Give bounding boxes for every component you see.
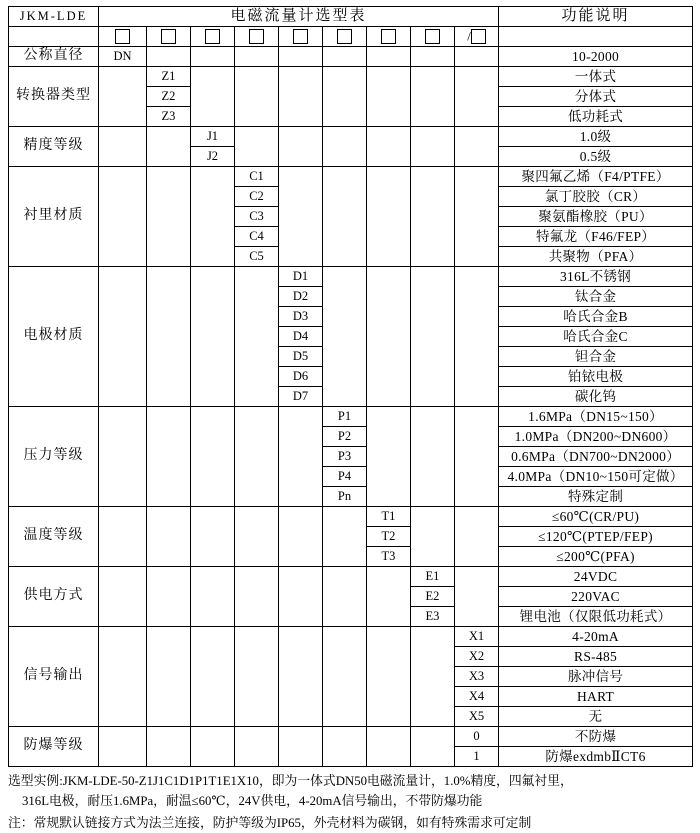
spacer-cell (235, 267, 279, 407)
code-cell-4-3[interactable]: D4 (279, 327, 323, 347)
desc-cell-4-0: 316L不锈钢 (499, 267, 693, 287)
code-box-6[interactable] (323, 27, 367, 47)
code-cell-4-2[interactable]: D3 (279, 307, 323, 327)
spacer-cell (323, 127, 367, 167)
desc-cell-8-3: HART (499, 687, 693, 707)
spacer-cell (147, 127, 191, 167)
code-cell-9-0[interactable]: 0 (455, 727, 499, 747)
table-header-row (9, 7, 693, 27)
row-label-7: 供电方式 (9, 567, 99, 627)
spacer-cell (323, 627, 367, 727)
table-row (9, 567, 693, 587)
spacer-cell (411, 67, 455, 127)
code-cell-5-0[interactable]: P1 (323, 407, 367, 427)
desc-cell-8-1: RS-485 (499, 647, 693, 667)
desc-cell-5-3: 4.0MPa（DN10~150可定做） (499, 467, 693, 487)
desc-cell-3-3: 特氟龙（F46/FEP） (499, 227, 693, 247)
desc-cell-4-4: 钽合金 (499, 347, 693, 367)
table-row (9, 407, 693, 427)
spacer-cell (235, 507, 279, 567)
example-line-2: 316L电极，耐压1.6MPa，耐温≤60℃，24V供电，4-20mA信号输出，不带防爆功能 (22, 793, 483, 808)
desc-cell-1-0: 一体式 (499, 67, 693, 87)
spacer-cell (279, 67, 323, 127)
spacer-cell (191, 507, 235, 567)
spacer-cell (455, 507, 499, 567)
code-cell-8-0[interactable]: X1 (455, 627, 499, 647)
desc-cell-5-4: 特殊定制 (499, 487, 693, 507)
spacer-cell (99, 267, 147, 407)
note-line: 注：常规默认链接方式为法兰连接，防护等级为IP65，外壳材料为碳钢，如有特殊需求可定制 (8, 815, 532, 830)
spacer-cell (323, 167, 367, 267)
row-label-9: 防爆等级 (9, 727, 99, 767)
code-cell-6-2[interactable]: T3 (367, 547, 411, 567)
row-label-1: 转换器类型 (9, 67, 99, 127)
spacer-cell (235, 127, 279, 167)
desc-cell-3-4: 共聚物（PFA） (499, 247, 693, 267)
code-cell-8-1[interactable]: X2 (455, 647, 499, 667)
code-cell-3-0[interactable]: C1 (235, 167, 279, 187)
spacer-cell (455, 67, 499, 127)
spacer-cell (235, 407, 279, 507)
code-box-2[interactable] (147, 27, 191, 47)
table-row (9, 167, 693, 187)
spacer-cell (411, 167, 455, 267)
code-cell-1-2[interactable]: Z3 (147, 107, 191, 127)
row-label-5: 压力等级 (9, 407, 99, 507)
desc-cell-7-1: 220VAC (499, 587, 693, 607)
spacer-cell (191, 627, 235, 727)
desc-cell-1-1: 分体式 (499, 87, 693, 107)
spacer-cell (99, 127, 147, 167)
desc-cell-2-1: 0.5级 (499, 147, 693, 167)
spacer-cell (147, 627, 191, 727)
spacer-cell (411, 47, 455, 67)
spacer-cell (411, 407, 455, 507)
code-cell-4-1[interactable]: D2 (279, 287, 323, 307)
spacer-cell (367, 727, 411, 767)
desc-cell-7-2: 锂电池（仅限低功耗式） (499, 607, 693, 627)
spacer-cell (99, 627, 147, 727)
spacer-cell (367, 267, 411, 407)
spacer-cell (191, 67, 235, 127)
table-row (9, 507, 693, 527)
code-cell-4-5[interactable]: D6 (279, 367, 323, 387)
table-row (9, 67, 693, 87)
spacer-cell (99, 67, 147, 127)
table-row (9, 267, 693, 287)
model-selection-table (8, 6, 693, 767)
spacer-cell (191, 727, 235, 767)
spacer-cell (99, 167, 147, 267)
spacer-cell (99, 507, 147, 567)
spacer-cell (99, 727, 147, 767)
spacer-cell (99, 567, 147, 627)
code-cell-5-4[interactable]: Pn (323, 487, 367, 507)
code-box-desc-cell (499, 27, 693, 47)
spacer-cell (191, 47, 235, 67)
desc-cell-5-0: 1.6MPa（DN15~150） (499, 407, 693, 427)
code-cell-7-0[interactable]: E1 (411, 567, 455, 587)
code-cell-8-3[interactable]: X4 (455, 687, 499, 707)
spacer-cell (367, 47, 411, 67)
desc-cell-0-0: 10-2000 (499, 47, 693, 67)
code-box-8[interactable] (411, 27, 455, 47)
desc-cell-9-1: 防爆exdmbⅡCT6 (499, 747, 693, 767)
code-cell-2-0[interactable]: J1 (191, 127, 235, 147)
spacer-cell (411, 127, 455, 167)
code-cell-3-1[interactable]: C2 (235, 187, 279, 207)
row-label-8: 信号输出 (9, 627, 99, 727)
code-box-4[interactable] (235, 27, 279, 47)
spacer-cell (147, 567, 191, 627)
code-cell-4-6[interactable]: D7 (279, 387, 323, 407)
spacer-cell (191, 267, 235, 407)
spacer-cell (455, 267, 499, 407)
desc-cell-3-1: 氯丁胶胶（CR） (499, 187, 693, 207)
spacer-cell (147, 507, 191, 567)
desc-cell-4-1: 钛合金 (499, 287, 693, 307)
code-box-3[interactable] (191, 27, 235, 47)
spacer-cell (279, 627, 323, 727)
desc-cell-6-1: ≤120℃(PTEP/FEP) (499, 527, 693, 547)
code-cell-1-1[interactable]: Z2 (147, 87, 191, 107)
row-label-0: 公称直径 (9, 47, 99, 67)
spacer-cell (455, 407, 499, 507)
desc-cell-7-0: 24VDC (499, 567, 693, 587)
spacer-cell (367, 567, 411, 627)
spacer-cell (235, 567, 279, 627)
spacer-cell (279, 47, 323, 67)
table-row (9, 127, 693, 147)
code-box-row (9, 27, 693, 47)
spacer-cell (323, 567, 367, 627)
code-cell-5-2[interactable]: P3 (323, 447, 367, 467)
code-cell-7-2[interactable]: E3 (411, 607, 455, 627)
code-cell-6-0[interactable]: T1 (367, 507, 411, 527)
code-cell-3-3[interactable]: C4 (235, 227, 279, 247)
code-cell-dn: DN (99, 47, 147, 67)
spacer-cell (191, 167, 235, 267)
code-box-7[interactable] (367, 27, 411, 47)
spacer-cell (235, 67, 279, 127)
code-cell-4-4[interactable]: D5 (279, 347, 323, 367)
desc-cell-2-0: 1.0级 (499, 127, 693, 147)
row-label-4: 电极材质 (9, 267, 99, 407)
code-cell-3-4[interactable]: C5 (235, 247, 279, 267)
spacer-cell (147, 407, 191, 507)
spacer-cell (367, 67, 411, 127)
spacer-cell (147, 47, 191, 67)
code-box-1[interactable] (99, 27, 147, 47)
spacer-cell (323, 507, 367, 567)
code-cell-7-1[interactable]: E2 (411, 587, 455, 607)
spacer-cell (411, 507, 455, 567)
spacer-cell (191, 407, 235, 507)
code-cell-1-0[interactable]: Z1 (147, 67, 191, 87)
code-cell-2-1[interactable]: J2 (191, 147, 235, 167)
spacer-cell (147, 727, 191, 767)
desc-cell-5-2: 0.6MPa（DN700~DN2000） (499, 447, 693, 467)
desc-cell-8-4: 无 (499, 707, 693, 727)
table-row (9, 727, 693, 747)
spacer-cell (367, 627, 411, 727)
spacer-cell (455, 567, 499, 627)
desc-cell-1-2: 低功耗式 (499, 107, 693, 127)
code-cell-6-1[interactable]: T2 (367, 527, 411, 547)
code-cell-5-1[interactable]: P2 (323, 427, 367, 447)
row-label-3: 衬里材质 (9, 167, 99, 267)
spacer-cell (279, 127, 323, 167)
code-cell-4-0[interactable]: D1 (279, 267, 323, 287)
spacer-cell (367, 127, 411, 167)
example-line-1: 选型实例:JKM-LDE-50-Z1J1C1D1P1T1E1X10，即为一体式DN50电磁流量计，1.0%精度，四氟衬里， (8, 774, 573, 788)
desc-cell-6-0: ≤60℃(CR/PU) (499, 507, 693, 527)
row-label-6: 温度等级 (9, 507, 99, 567)
spacer-cell (235, 47, 279, 67)
spacer-cell (411, 627, 455, 727)
spacer-cell (279, 407, 323, 507)
spacer-cell (367, 167, 411, 267)
footer-notes (8, 772, 692, 833)
spacer-cell (323, 67, 367, 127)
desc-cell-4-2: 哈氏合金B (499, 307, 693, 327)
spacer-cell (455, 47, 499, 67)
desc-cell-6-2: ≤200℃(PFA) (499, 547, 693, 567)
spacer-cell (367, 407, 411, 507)
spacer-cell (323, 727, 367, 767)
desc-cell-3-0: 聚四氟乙烯（F4/PTFE） (499, 167, 693, 187)
desc-cell-8-2: 脉冲信号 (499, 667, 693, 687)
spacer-cell (323, 267, 367, 407)
table-row (9, 627, 693, 647)
spacer-cell (235, 727, 279, 767)
spacer-cell (235, 627, 279, 727)
code-box-9[interactable]: / (455, 27, 499, 47)
code-cell-9-1[interactable]: 1 (455, 747, 499, 767)
spacer-cell (279, 507, 323, 567)
desc-cell-5-1: 1.0MPa（DN200~DN600） (499, 427, 693, 447)
spacer-cell (147, 167, 191, 267)
desc-cell-3-2: 聚氨酯橡胶（PU） (499, 207, 693, 227)
spacer-cell (323, 47, 367, 67)
spacer-cell (191, 567, 235, 627)
code-cell-8-4[interactable]: X5 (455, 707, 499, 727)
spacer-cell (279, 167, 323, 267)
code-box-5[interactable] (279, 27, 323, 47)
spacer-cell (411, 267, 455, 407)
code-box-label-cell (9, 27, 99, 47)
row-label-2: 精度等级 (9, 127, 99, 167)
spacer-cell (147, 267, 191, 407)
code-cell-8-2[interactable]: X3 (455, 667, 499, 687)
spacer-cell (455, 127, 499, 167)
code-cell-5-3[interactable]: P4 (323, 467, 367, 487)
spacer-cell (99, 407, 147, 507)
desc-cell-4-3: 哈氏合金C (499, 327, 693, 347)
spacer-cell (279, 727, 323, 767)
spacer-cell (411, 727, 455, 767)
desc-cell-9-0: 不防爆 (499, 727, 693, 747)
function-desc-title: 功能说明 (499, 7, 693, 27)
model-prefix-cell: JKM-LDE (9, 7, 99, 27)
table-row (9, 47, 693, 67)
desc-cell-8-0: 4-20mA (499, 627, 693, 647)
spacer-cell (279, 567, 323, 627)
table-title-cell: 电磁流量计选型表 (99, 7, 499, 27)
code-cell-3-2[interactable]: C3 (235, 207, 279, 227)
desc-cell-4-5: 铂铱电极 (499, 367, 693, 387)
desc-cell-4-6: 碳化钨 (499, 387, 693, 407)
spacer-cell (455, 167, 499, 267)
